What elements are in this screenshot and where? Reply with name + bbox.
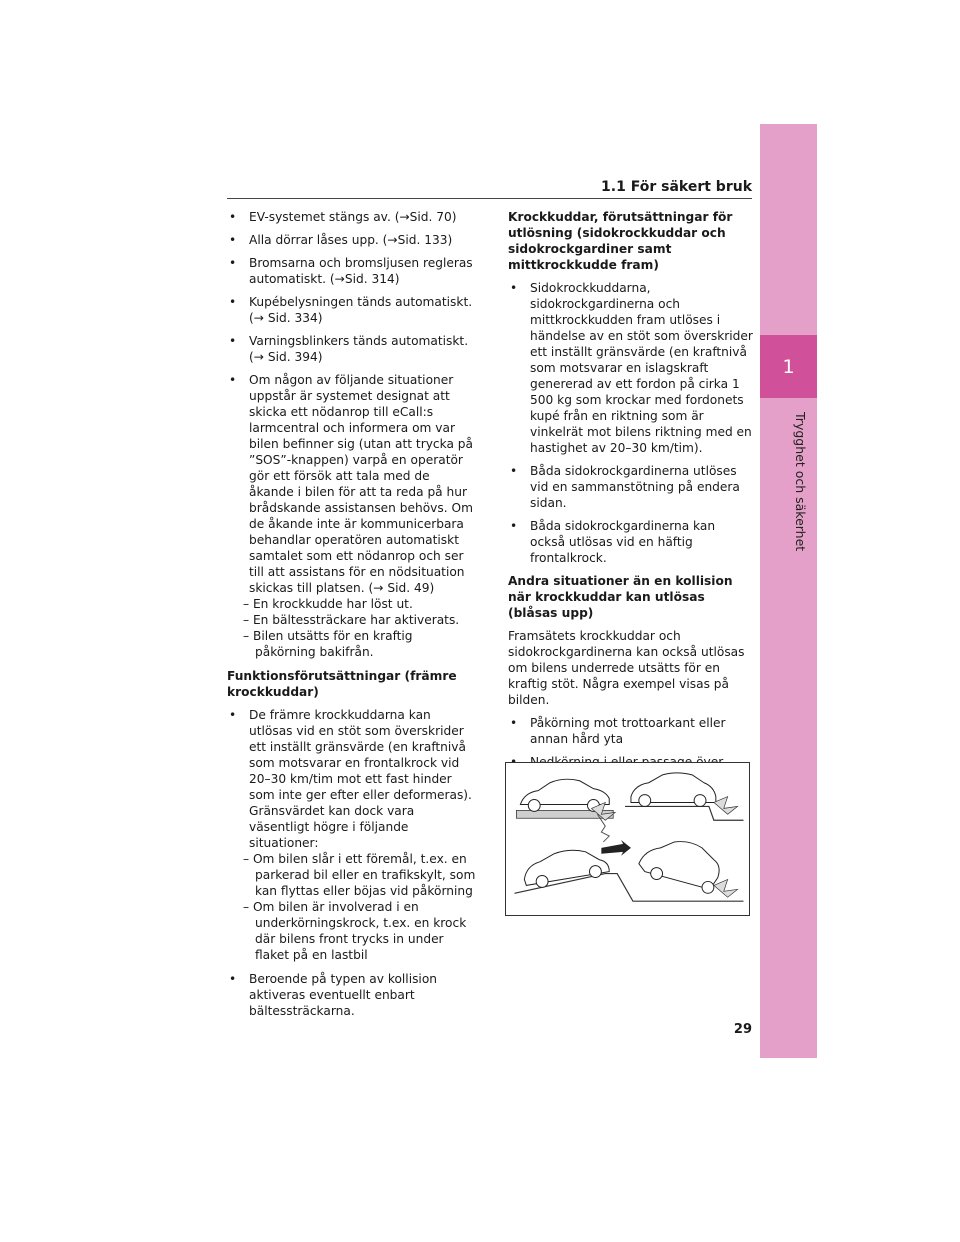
left-column: [227, 209, 477, 1026]
list-item: • Varningsblinkers tänds automatiskt. (→ Sid. 394): [227, 333, 477, 365]
scene-curb: [516, 779, 615, 842]
list-item: • Alla dörrar låses upp. (→Sid. 133): [227, 232, 477, 248]
car-scenes-icon: [506, 763, 749, 915]
list-item: • Sidokrockkuddarna, sidokrockgardinerna och mittkrockkudden fram utlöses i händelse av en stöt som överskrider ett inställt gränsvärde (en kraftnivå som motsvarar en islagskraft genererad av ett fordon på cirka 1 500 kg som krockar med fordonets kupé från en riktning som är vinkelrät mot bilens riktning med en hastighet av 20–30 km/tim).: [508, 280, 753, 456]
section-heading: Andra situationer än en kollision när krockkuddar kan utlösas (blåsas upp): [508, 574, 733, 620]
sub-list: [227, 596, 477, 660]
list-item: • Bromsarna och bromsljusen regleras automatiskt. (→Sid. 314): [227, 255, 477, 287]
list-item: • Båda sidokrockgardinerna kan också utlösas vid en häftig frontalkrock.: [508, 518, 753, 566]
sub-list-item: – Bilen utsätts för en kraftig påkörning bakifrån.: [243, 629, 413, 659]
section-heading: Krockkuddar, förutsättningar för utlösning (sidokrockkuddar och sidokrockgardiner samt mittkrockkudde fram): [508, 210, 733, 272]
scene-drop: [625, 773, 743, 820]
sub-list-item: – Om bilen slår i ett föremål, t.ex. en parkerad bil eller en trafikskylt, som kan flyttas eller böjas vid påkörning: [243, 852, 476, 898]
scene-pit: [514, 840, 743, 901]
collision-illustration: [505, 762, 750, 916]
chapter-number: 1: [760, 335, 817, 398]
list-item: • Om någon av följande situationer uppstår är systemet designat att skicka ett nödanrop till eCall:s larmcentral och informera om var bilen befinner sig (utan att trycka på ”SOS”-knappen) varpå en operatör gör ett försök att tala med de åkande i bilen för att ta reda på hur brådskande assistansen behövs. Om de åkande inte är kommunicerbara behandlar operatören automatiskt samtalet som ett nödanrop och ser till att assistans för en nödsituation skickas till platsen. (→ Sid. 49): [227, 372, 477, 596]
list-item: • EV-systemet stängs av. (→Sid. 70): [227, 209, 477, 225]
list-item: • Kupébelysningen tänds automatiskt. (→ Sid. 334): [227, 294, 477, 326]
sub-list-item: – Om bilen är involverad i en underkörningskrock, t.ex. en krock där bilens front trycks in under flaket på en lastbil: [243, 900, 467, 962]
right-column: [508, 209, 753, 816]
chapter-side-tab: [760, 124, 817, 1058]
chapter-label: Trygghet och säkerhet: [793, 412, 808, 552]
list-item: • Påkörning mot trottoarkant eller annan hård yta: [508, 715, 753, 747]
page-number: 29: [733, 1022, 752, 1037]
list-item: • De främre krockkuddarna kan utlösas vid en stöt som överskrider ett inställt gränsvärde (en kraftnivå som motsvarar en frontalkrock vid 20–30 km/tim mot ett fast hinder som inte ger efter eller deformeras). Gränsvärdet kan dock vara väsentligt högre i följande situationer:: [227, 707, 477, 851]
section-title: 1.1 För säkert bruk: [601, 179, 752, 195]
header-rule: [227, 198, 752, 199]
section-heading: Funktionsförutsättningar (främre krockkuddar): [227, 669, 457, 699]
list-item: • Beroende på typen av kollision aktiveras eventuellt enbart bältessträckarna.: [227, 971, 477, 1019]
sub-list-item: – En bältessträckare har aktiverats.: [243, 613, 460, 627]
list-item: • Båda sidokrockgardinerna utlöses vid en sammanstötning på endera sidan.: [508, 463, 753, 511]
sub-list: [227, 851, 477, 963]
sub-list-item: – En krockkudde har löst ut.: [243, 597, 413, 611]
paragraph: Framsätets krockkuddar och sidokrockgardinerna kan också utlösas om bilens underrede utsätts för en kraftig stöt. Några exempel visas på bilden.: [508, 629, 745, 707]
